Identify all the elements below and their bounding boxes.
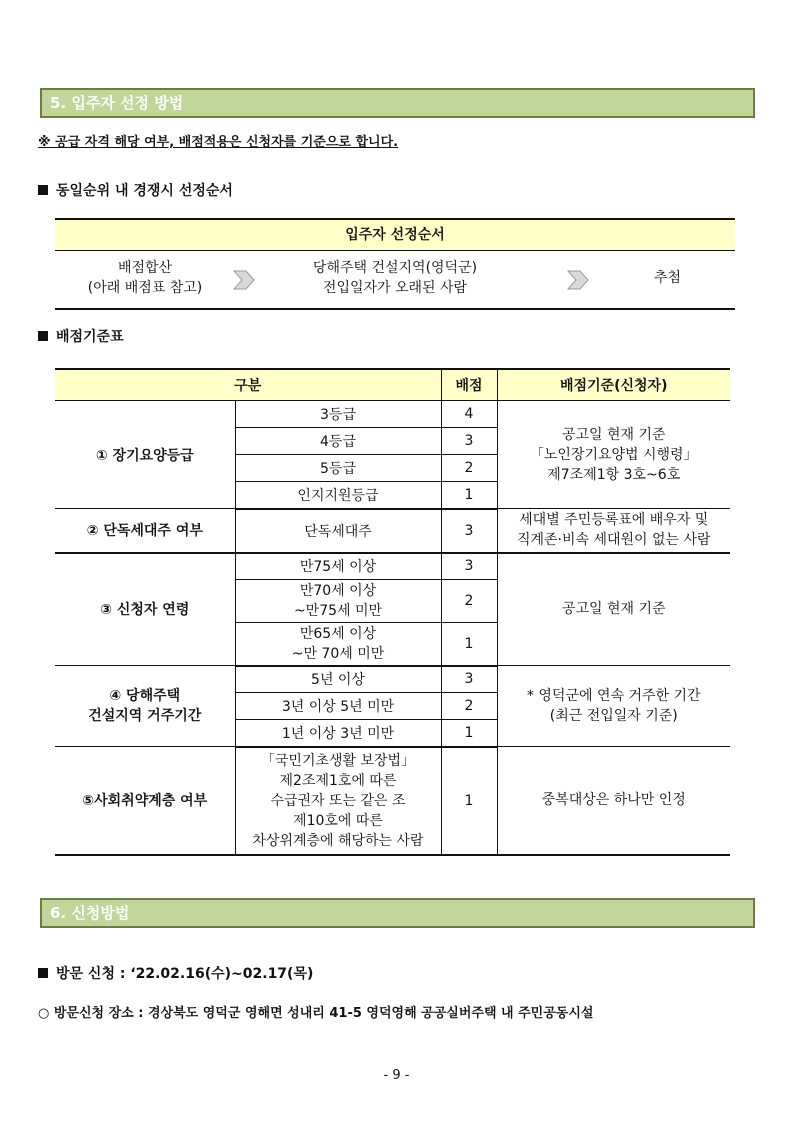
square-bullet-icon [38, 968, 48, 978]
square-bullet-icon [38, 331, 48, 341]
item-line: 수급권자 또는 같은 조 [270, 792, 406, 809]
score-cell: 4 [441, 401, 497, 428]
order-step-2-line1: 당해주택 건설지역(영덕군) [312, 260, 478, 276]
table-row [55, 553, 730, 580]
item-line: 차상위계층에 해당하는 사람 [252, 832, 424, 849]
item-cell [235, 580, 441, 623]
table-row [55, 401, 730, 428]
item-cell: 1년 이상 3년 미만 [235, 720, 441, 747]
group-label-line: 건설지역 거주기간 [88, 708, 202, 724]
score-table-header-row [55, 369, 730, 401]
section-6-title: 6. 신청방법 [40, 898, 755, 928]
page-number: - 9 - [383, 1068, 410, 1083]
order-step-2-line2: 전입일자가 오래된 사람 [322, 280, 468, 296]
item-cell: 만75세 이상 [235, 553, 441, 580]
group-label-residence-period [55, 666, 235, 747]
visit-place: ○ 방문신청 장소 : 경상북도 영덕군 영해면 성내리 41-5 영덕영해 공공실버주택 내 주민공동시설 [38, 1006, 594, 1021]
item-cell: 단독세대주 [235, 509, 441, 553]
score-cell: 3 [441, 428, 497, 455]
score-cell: 3 [441, 553, 497, 580]
criteria-cell [497, 666, 730, 747]
score-heading [38, 326, 124, 346]
item-line: 제2조제1호에 따른 [279, 772, 397, 789]
eligibility-note: ※ 공급 자격 해당 여부, 배점적용은 신청자를 기준으로 합니다. [38, 135, 399, 150]
score-cell: 1 [441, 482, 497, 509]
group-label-vulnerable-class: ⑤사회취약계층 여부 [55, 747, 235, 855]
score-heading-text: 배점기준표 [56, 329, 124, 345]
group-label-long-term-care: ① 장기요양등급 [55, 401, 235, 509]
item-cell [235, 623, 441, 666]
item-cell: 5년 이상 [235, 666, 441, 693]
item-cell [235, 747, 441, 855]
square-bullet-icon [38, 185, 48, 195]
group-label-applicant-age: ③ 신청자 연령 [55, 553, 235, 666]
score-cell: 1 [441, 747, 497, 855]
table-row [55, 747, 730, 855]
header-score: 배점 [441, 369, 497, 401]
group-label-line: ④ 당해주택 [109, 688, 181, 704]
order-step-3-line1: 추첨 [653, 270, 682, 286]
score-cell: 2 [441, 693, 497, 720]
visit-apply-heading [38, 963, 313, 983]
criteria-line: 제7조제1항 3호~6호 [547, 466, 681, 483]
table-row [55, 666, 730, 693]
criteria-cell [497, 553, 730, 666]
order-step-3 [600, 268, 735, 288]
order-step-1-line2: (아래 배점표 참고) [87, 280, 203, 296]
criteria-cell [497, 509, 730, 553]
order-step-2 [265, 258, 525, 298]
order-step-1 [55, 258, 235, 298]
criteria-line: 세대별 주민등록표에 배우자 및 [519, 512, 709, 529]
score-criteria-table [55, 368, 730, 856]
item-cell: 인지지원등급 [235, 482, 441, 509]
selection-order-header: 입주자 선정순서 [55, 220, 735, 251]
selection-order-table [55, 218, 735, 310]
score-cell: 3 [441, 666, 497, 693]
score-cell: 1 [441, 720, 497, 747]
order-step-1-line1: 배점합산 [117, 260, 173, 276]
criteria-line: (최근 전입일자 기준) [549, 708, 678, 724]
criteria-line: 공고일 현재 기준 [561, 601, 666, 618]
item-cell: 3등급 [235, 401, 441, 428]
criteria-line: * 영덕군에 연속 거주한 기간 [526, 688, 701, 704]
item-line: ~만75세 미만 [293, 603, 383, 619]
section-5-title: 5. 입주자 선정 방법 [40, 88, 755, 118]
item-line: ~만 70세 미만 [291, 645, 385, 662]
arrow-right-icon [567, 268, 589, 292]
item-cell: 3년 이상 5년 미만 [235, 693, 441, 720]
item-line: 만70세 이상 [299, 583, 377, 599]
score-cell: 2 [441, 455, 497, 482]
criteria-line: 공고일 현재 기준 [561, 426, 666, 443]
group-label-single-household: ② 단독세대주 여부 [55, 509, 235, 553]
header-category: 구분 [55, 369, 441, 401]
table-row [55, 509, 730, 553]
criteria-cell [497, 401, 730, 509]
arrow-right-icon [233, 268, 255, 292]
score-cell: 1 [441, 623, 497, 666]
criteria-cell [497, 747, 730, 855]
score-cell: 2 [441, 580, 497, 623]
item-line: 만65세 이상 [299, 625, 377, 642]
visit-apply-text: 방문 신청 : ‘22.02.16(수)~02.17(목) [56, 966, 314, 982]
criteria-line: 「노인장기요양법 시행령」 [529, 446, 698, 463]
score-cell: 3 [441, 509, 497, 553]
criteria-line: 직계존·비속 세대원이 없는 사람 [516, 532, 711, 549]
same-rank-heading-text: 동일순위 내 경쟁시 선정순서 [56, 183, 233, 199]
header-criteria: 배점기준(신청자) [497, 369, 730, 401]
criteria-line: 중복대상은 하나만 인정 [541, 792, 686, 809]
item-line: 「국민기초생활 보장법」 [260, 752, 416, 769]
same-rank-heading [38, 180, 233, 200]
item-cell: 5등급 [235, 455, 441, 482]
item-cell: 4등급 [235, 428, 441, 455]
item-line: 제10호에 따른 [293, 812, 383, 829]
